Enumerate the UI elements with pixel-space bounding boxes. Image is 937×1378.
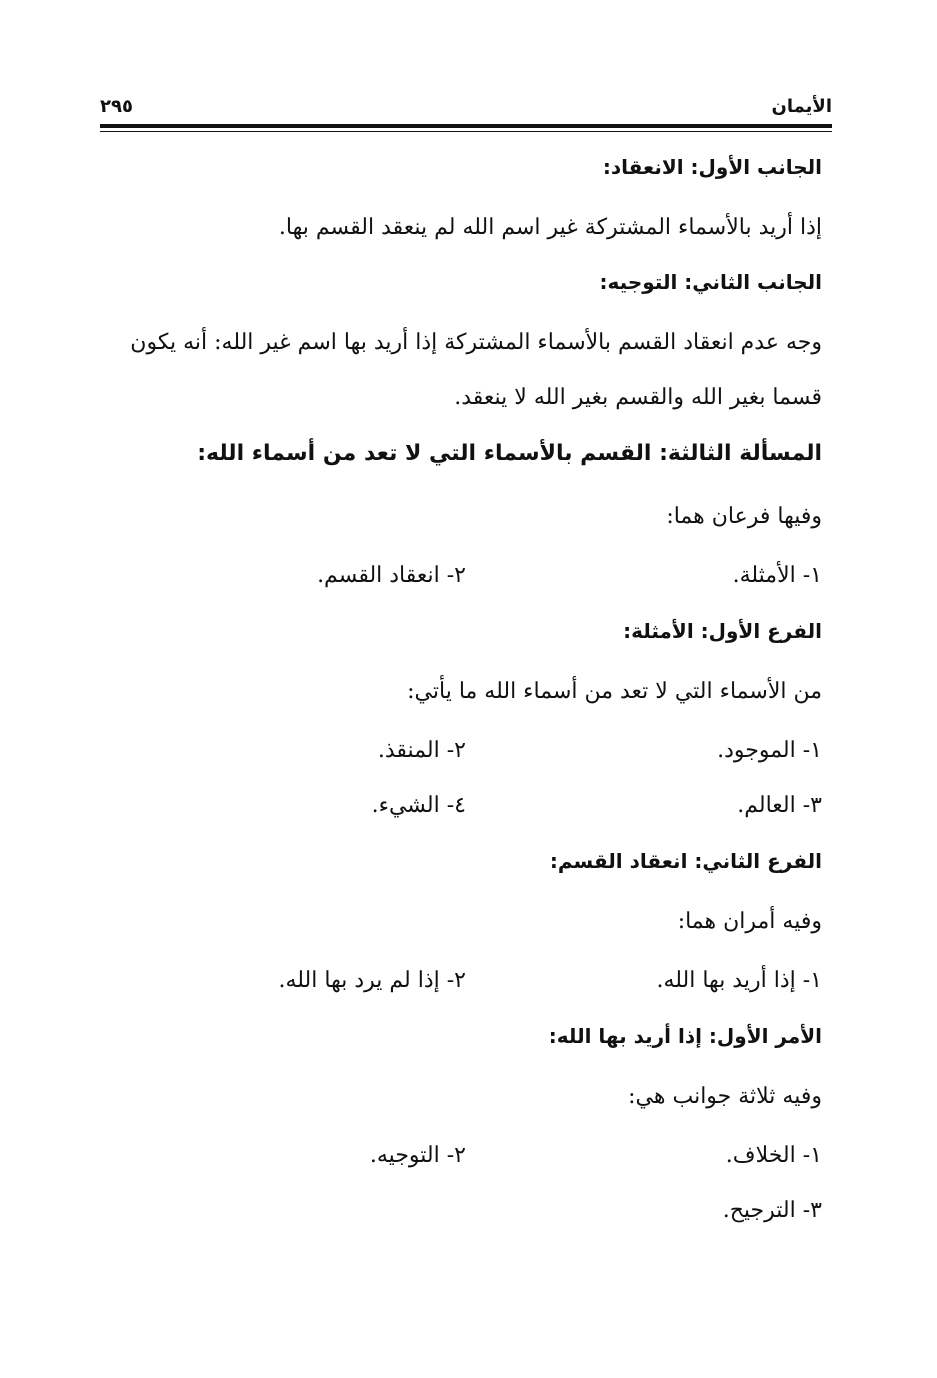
example-item-1: ١- الموجود. [717,738,822,764]
examples-row-1 [110,727,822,775]
header-rule-thick [100,124,832,128]
page-header [100,72,832,123]
header-rule-thin [100,131,832,132]
matter1-intro: وفيه ثلاثة جوانب هي: [628,1084,822,1110]
aspects-row-2 [110,1187,822,1235]
section2-heading: الجانب الثاني: التوجيه: [599,270,822,294]
aspects-row-1 [110,1132,822,1180]
branch1-heading: الفرع الأول: الأمثلة: [623,619,822,644]
matter1-heading: الأمر الأول: إذا أريد بها الله: [548,1024,822,1049]
branch1-intro: من الأسماء التي لا تعد من أسماء الله ما يأتي: [407,679,822,705]
branch-item-1: ١- الأمثلة. [732,562,822,588]
section2-text: وجه عدم انعقاد القسم بالأسماء المشتركة إذا أريد بها اسم غير الله: أنه يكون قسما بغير الله والقسم بغير الله لا ينعقد. [130,330,822,410]
branch2-intro: وفيه أمران هما: [677,908,822,934]
section1-heading: الجانب الأول: الانعقاد: [602,155,822,179]
branch2-heading: الفرع الثاني: انعقاد القسم: [549,848,822,873]
section1-text: إذا أريد بالأسماء المشتركة غير اسم الله لم ينعقد القسم بها. [278,215,822,240]
matter-item-2: ٢- إذا لم يرد بها الله. [278,967,466,993]
example-item-2: ٢- المنقذ. [377,738,466,764]
branches-intro: وفيها فرعان هما: [666,503,822,529]
examples-row-2 [110,782,822,830]
matter-item-1: ١- إذا أريد بها الله. [656,967,822,993]
matters-row [110,957,822,1005]
branch-item-2: ٢- انعقاد القسم. [317,562,466,588]
major-heading: المسألة الثالثة: القسم بالأسماء التي لا تعد من أسماء الله: [197,441,822,466]
branches-row [110,552,822,600]
aspect-item-3: ٣- الترجيح. [722,1197,822,1223]
example-item-3: ٣- العالم. [737,792,822,818]
aspect-item-1: ١- الخلاف. [725,1143,822,1169]
page-number: ٢٩٥ [100,96,133,117]
aspect-item-2: ٢- التوجيه. [369,1143,466,1169]
chapter-title: الأيمان [771,96,832,117]
page-content [100,148,832,1235]
example-item-4: ٤- الشيء. [371,792,466,818]
